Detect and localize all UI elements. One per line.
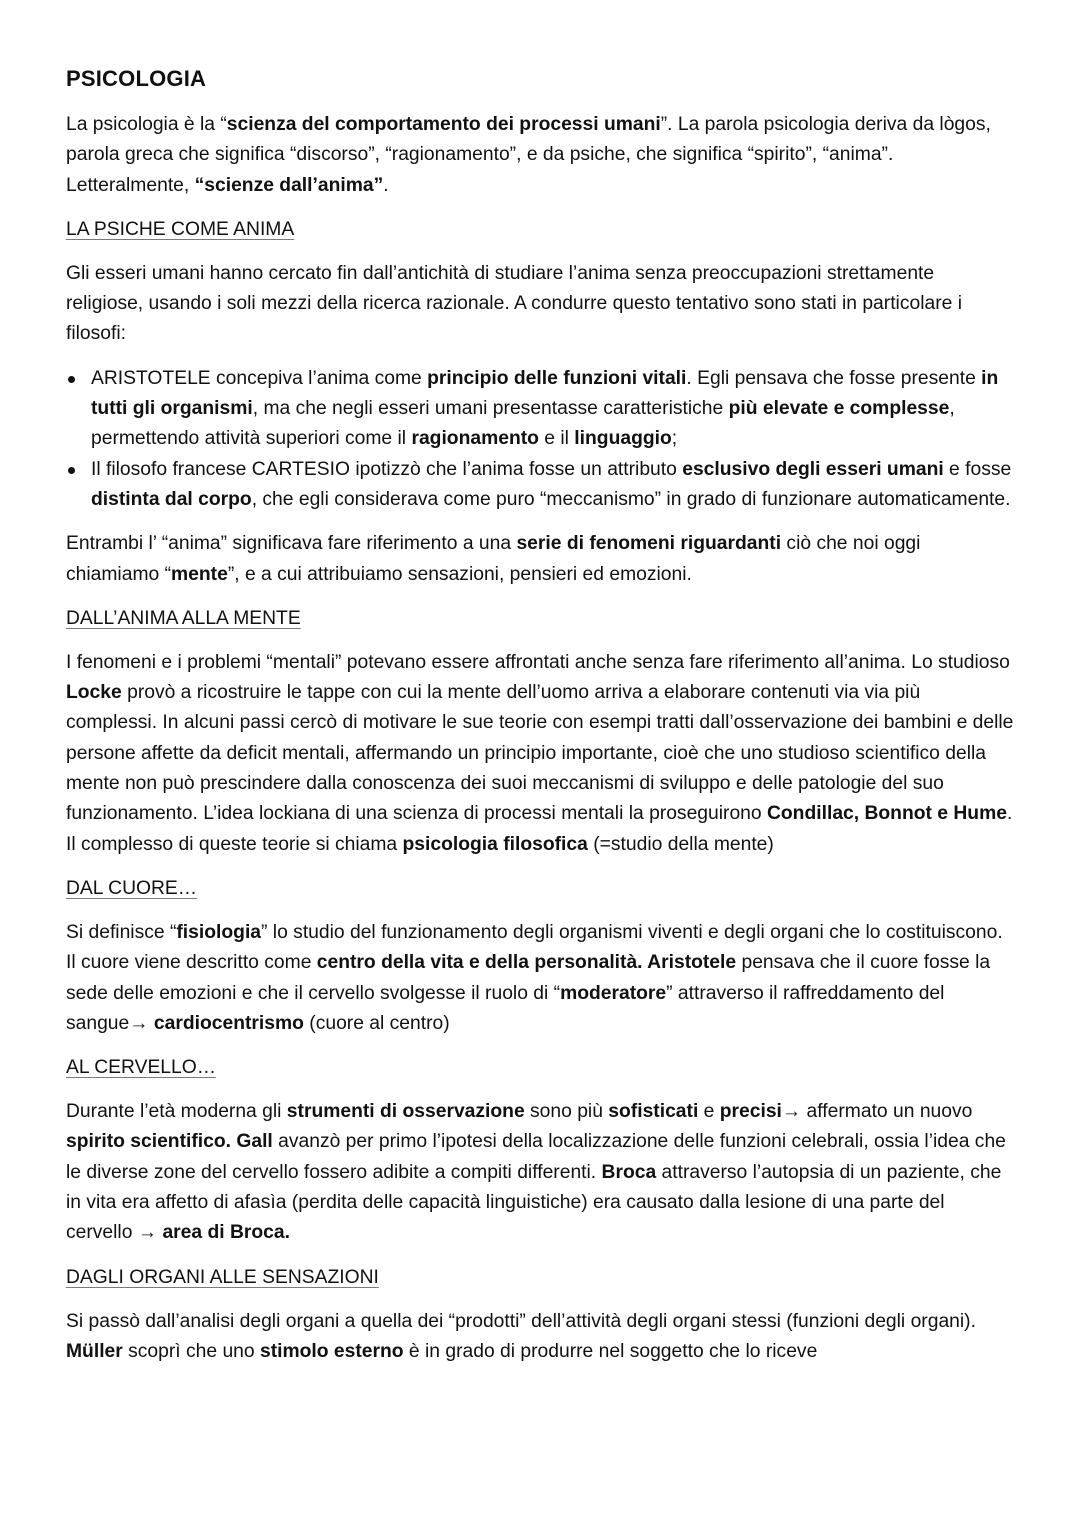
section-paragraph: Si passò dall’analisi degli organi a quella dei “prodotti” dell’attività degli organi stessi (funzioni degli organi). Müller scoprì che uno stimolo esterno è in grado di produrre nel soggetto che lo riceve xyxy=(66,1310,976,1362)
section-heading-al-cervello: AL CERVELLO… xyxy=(66,1057,217,1079)
list-item-cartesio xyxy=(66,455,1016,516)
list-item-text: Il filosofo francese CARTESIO ipotizzò che l’anima fosse un attributo esclusivo degli esseri umani e fosse distinta dal corpo, che egli considerava come puro “meccanismo” in grado di funzionare automaticamente. xyxy=(91,458,1012,510)
section-paragraph: I fenomeni e i problemi “mentali” potevano essere affrontati anche senza fare riferimento all’anima. Lo studioso Locke provò a ricostruire le tappe con cui la mente dell’uomo arriva a elaborare contenuti via via più complessi. In alcuni passi cercò di motivare le sue teorie con esempi tratti dall’osservazione dei bambini e delle persone affette da deficit mentali, affermando un principio importante, cioè che uno studioso scientifico della mente non può prescindere dalla conoscenza dei suoi meccanismi di sviluppo e delle patologie del suo funzionamento. L’idea lockiana di una scienza di processi mentali la proseguirono Condillac, Bonnot e Hume. Il complesso di queste teorie si chiama psicologia filosofica (=studio della mente) xyxy=(66,651,1014,855)
section-heading-organi-sensazioni: DAGLI ORGANI ALLE SENSAZIONI xyxy=(66,1266,379,1288)
bullet-dot-icon xyxy=(68,376,75,383)
intro-paragraph: La psicologia è la “scienza del comportamento dei processi umani”. La parola psicologia deriva da lògos, parola greca che significa “discorso”, “ragionamento”, e da psiche, che significa “spirito”, “anima”. Letteralmente, “scienze dall’anima”. xyxy=(66,114,991,196)
list-item-aristotele xyxy=(66,364,1016,455)
section-paragraph: Gli esseri umani hanno cercato fin dall’antichità di studiare l’anima senza preoccupazioni strettamente religiose, usando i soli mezzi della ricerca razionale. A condurre questo tentativo sono stati in particolare i filosofi: xyxy=(66,262,962,345)
section-paragraph: Si definisce “fisiologia” lo studio del funzionamento degli organismi viventi e degli organi che lo costituiscono. Il cuore viene descritto come centro della vita e della personalità. Aristotele pensava che il cuore fosse la sede delle emozioni e che il cervello svolgesse il ruolo di “moderatore” attraverso il raffreddamento del sangue→ cardiocentrismo (cuore al centro) xyxy=(66,921,1003,1034)
bullet-dot-icon xyxy=(68,467,75,474)
section-heading-anima-alla-mente: DALL’ANIMA ALLA MENTE xyxy=(66,607,301,629)
section-heading-psiche-come-anima: LA PSICHE COME ANIMA xyxy=(66,218,295,240)
list-item-text: ARISTOTELE concepiva l’anima come principio delle funzioni vitali. Egli pensava che fosse presente in tutti gli organismi, ma che negli esseri umani presentasse caratteristiche più elevate e complesse, permettendo attività superiori come il ragionamento e il linguaggio; xyxy=(91,367,999,450)
philosophers-list xyxy=(66,364,1016,515)
section-paragraph: Entrambi l’ “anima” significava fare riferimento a una serie di fenomeni riguardanti ciò che noi oggi chiamiamo “mente”, e a cui attribuiamo sensazioni, pensieri ed emozioni. xyxy=(66,533,921,585)
document-page xyxy=(66,62,1016,1381)
document-title: PSICOLOGIA xyxy=(66,66,207,91)
section-heading-dal-cuore: DAL CUORE… xyxy=(66,877,198,899)
section-paragraph: Durante l’età moderna gli strumenti di osservazione sono più sofisticati e precisi→ affermato un nuovo spirito scientifico. Gall avanzò per primo l’ipotesi della localizzazione delle funzioni celebrali, ossia l’idea che le diverse zone del cervello fossero adibite a compiti differenti. Broca attraverso l’autopsia di un paziente, che in vita era affetto di afasìa (perdita delle capacità linguistiche) era causato dalla lesione di una parte del cervello → area di Broca. xyxy=(66,1101,1006,1244)
